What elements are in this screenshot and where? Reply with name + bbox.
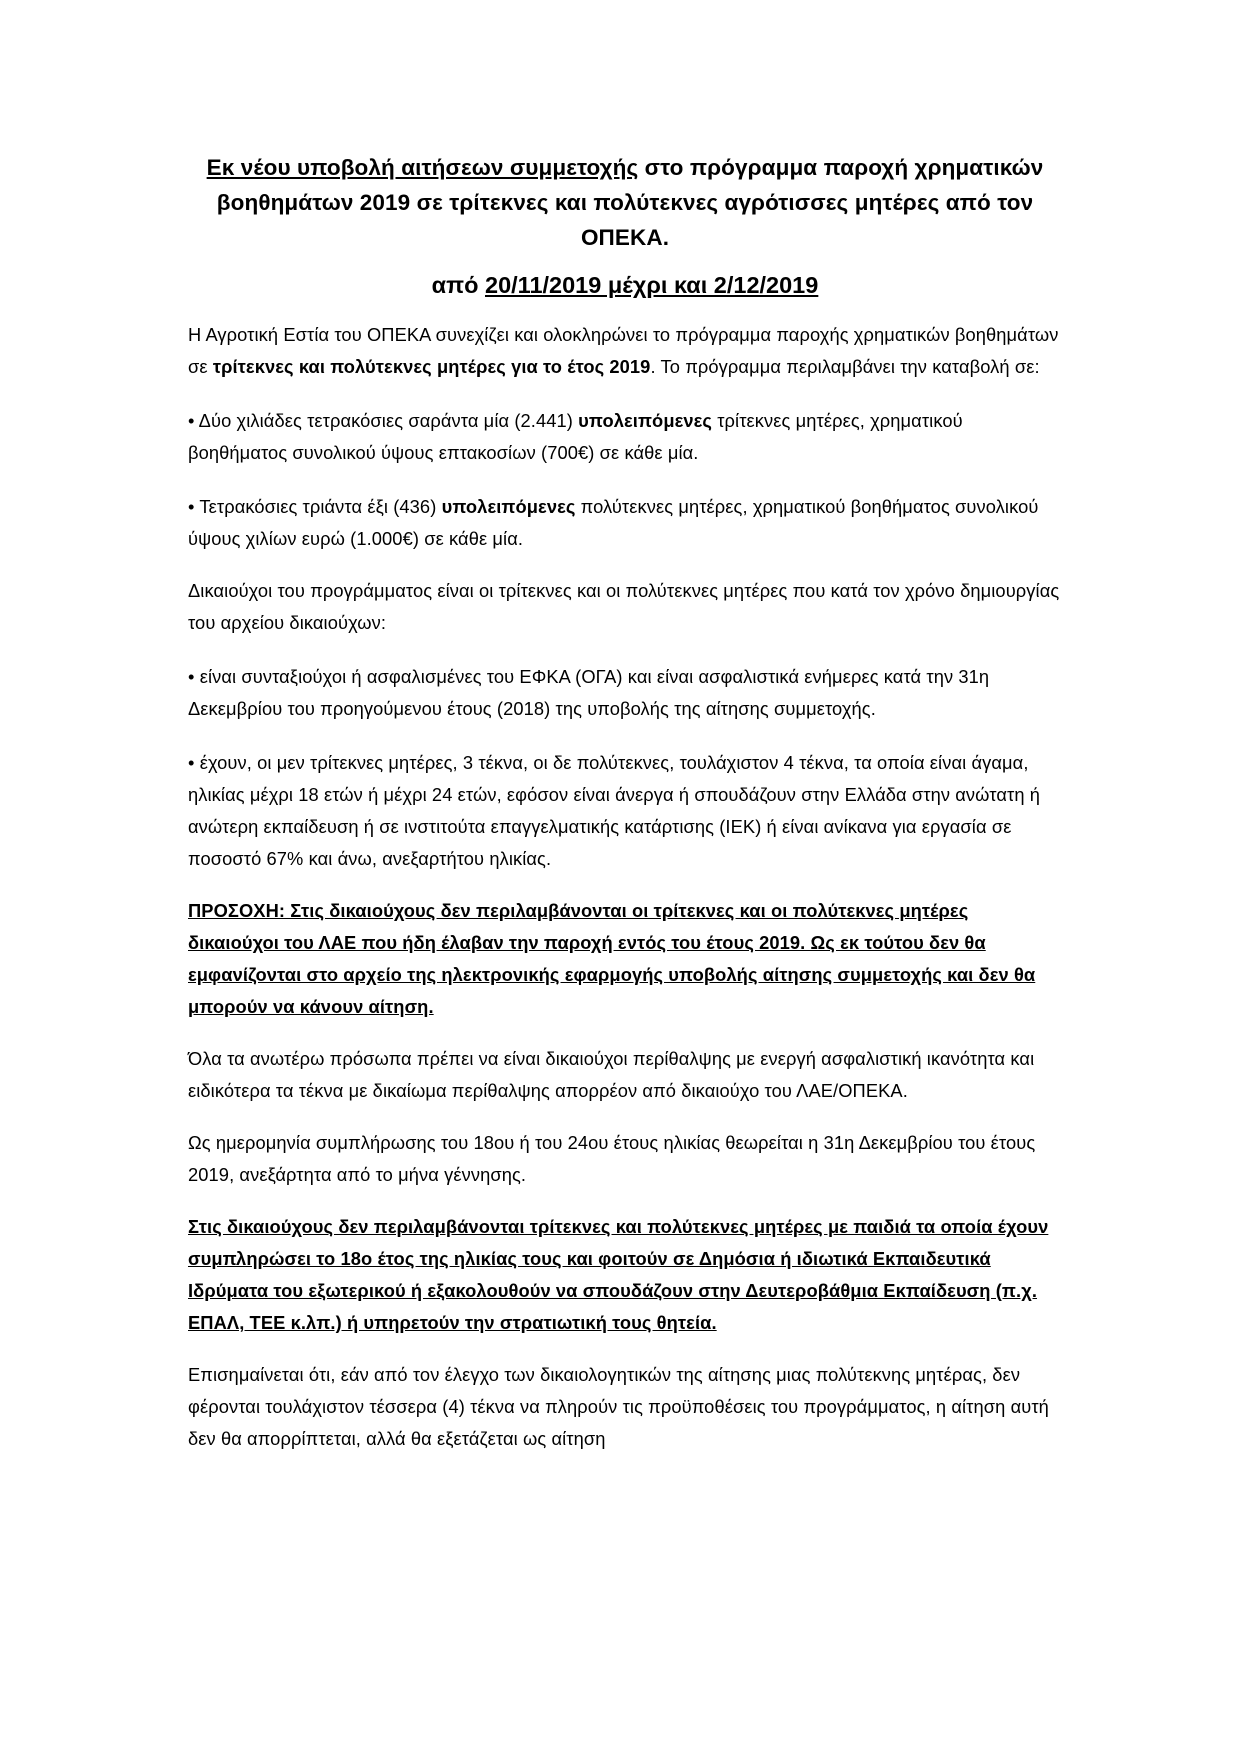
bullet-bold: υπολειπόμενες: [441, 496, 576, 517]
bullet-text: είναι συνταξιούχοι ή ασφαλισμένες του ΕΦΚΑ (ΟΓΑ) και είναι ασφαλιστικά ενήμερες κατά την 31η Δεκεμβρίου του προηγούμενου έτους (2018) της υποβολής της αίτησης συμμετοχής.: [188, 666, 990, 719]
subtitle-prefix: από: [431, 272, 485, 298]
final-paragraph: Επισημαίνεται ότι, εάν από τον έλεγχο των δικαιολογητικών της αίτησης μιας πολύτεκνης μητέρας, δεν φέρονται τουλάχιστον τέσσερα (4) τέκνα να πληρούν τις προϋποθέσεις του προγράμματος, η αίτηση αυτή δεν θα απορρίπτεται, αλλά θα εξετάζεται ως αίτηση: [188, 1364, 1049, 1449]
condition-bullet-1: [188, 661, 1062, 725]
bullet-text: Δύο χιλιάδες τετρακόσιες σαράντα μία (2.441): [194, 410, 579, 431]
intro-bold: τρίτεκνες και πολύτεκνες μητέρες για το έτος 2019: [212, 356, 651, 377]
subtitle-dates: 20/11/2019 μέχρι και 2/12/2019: [485, 272, 819, 298]
condition-bullet-2: [188, 747, 1062, 875]
payment-bullet-2: [188, 491, 1062, 555]
intro-paragraph: [188, 319, 1062, 383]
intro-text-2: . Το πρόγραμμα περιλαμβάνει την καταβολή σε:: [650, 356, 1040, 377]
document-title: [188, 150, 1062, 255]
bullet-text: πολύτεκνες μητέρες, χρηματικού βοηθήματος συνολικού ύψους χιλίων ευρώ (1.000€) σε κάθε μία.: [188, 496, 1039, 549]
insurance-paragraph: Όλα τα ανωτέρω πρόσωπα πρέπει να είναι δικαιούχοι περίθαλψης με ενεργή ασφαλιστική ικανότητα και ειδικότερα τα τέκνα με δικαίωμα περίθαλψης απορρέον από δικαιούχο του ΛΑΕ/ΟΠΕΚΑ.: [188, 1048, 1035, 1101]
exclusion-paragraph: [188, 1211, 1062, 1339]
document-subtitle: [188, 268, 1062, 303]
bullet-text: τρίτεκνες μητέρες, χρηματικού βοηθήματος συνολικού ύψους επτακοσίων (700€) σε κάθε μία.: [188, 410, 963, 463]
exclusion-text: Στις δικαιούχους δεν περιλαμβάνονται τρίτεκνες και πολύτεκνες μητέρες με παιδιά τα οποία έχουν συμπληρώσει το 18ο έτος της ηλικίας τους και φοιτούν σε Δημόσια ή ιδιωτικά Εκπαιδευτικά Ιδρύματα του εξωτερικού ή εξακολουθούν να σπουδάζουν στην Δευτεροβάθμια Εκπαίδευση (π.χ. ΕΠΑΛ, ΤΕΕ κ.λπ.) ή υπηρετούν την στρατιωτική τους θητεία.: [188, 1216, 1049, 1333]
payment-bullet-1: [188, 405, 1062, 469]
bullet-bold: υπολειπόμενες: [578, 410, 713, 431]
bullet-icon: •: [188, 496, 195, 517]
bullet-icon: •: [188, 752, 195, 773]
intro-text-1: Η Αγροτική Εστία του ΟΠΕΚΑ συνεχίζει και ολοκληρώνει το πρόγραμμα παροχής χρηματικών βοηθημάτων σε: [188, 324, 1059, 377]
bullet-text: έχουν, οι μεν τρίτεκνες μητέρες, 3 τέκνα, οι δε πολύτεκνες, τουλάχιστον 4 τέκνα, τα οποία είναι άγαμα, ηλικίας μέχρι 18 ετών ή μέχρι 24 ετών, εφόσον είναι άνεργα ή σπουδάζουν στην Ελλάδα στην ανώτατη ή ανώτερη εκπαίδευση ή σε ινστιτούτα επαγγελματικής κατάρτισης (ΙΕΚ) ή είναι ανίκανα για εργασία σε ποσοστό 67% και άνω, ανεξαρτήτου ηλικίας.: [188, 752, 1041, 869]
warning-paragraph: [188, 895, 1062, 1023]
date-paragraph: Ως ημερομηνία συμπλήρωσης του 18ου ή του 24ου έτους ηλικίας θεωρείται η 31η Δεκεμβρίου του έτους 2019, ανεξάρτητα από το μήνα γέννησης.: [188, 1132, 1036, 1185]
title-rest: στο πρόγραμμα παροχή χρηματικών βοηθημάτων 2019 σε τρίτεκνες και πολύτεκνες αγρότισσες μητέρες από τον ΟΠΕΚΑ.: [216, 155, 1044, 250]
bullet-text: Τετρακόσιες τριάντα έξι (436): [194, 496, 442, 517]
beneficiaries-intro: Δικαιούχοι του προγράμματος είναι οι τρίτεκνες και οι πολύτεκνες μητέρες που κατά τον χρόνο δημιουργίας του αρχείου δικαιούχων:: [188, 580, 1060, 633]
title-underlined-part: Εκ νέου υποβολή αιτήσεων συμμετοχής: [206, 155, 639, 180]
warning-text: ΠΡΟΣΟΧΗ: Στις δικαιούχους δεν περιλαμβάνονται οι τρίτεκνες και οι πολύτεκνες μητέρες δικαιούχοι του ΛΑΕ που ήδη έλαβαν την παροχή εντός του έτους 2019. Ως εκ τούτου δεν θα εμφανίζονται στο αρχείο της ηλεκτρονικής εφαρμογής υποβολής αίτησης συμμετοχής και δεν θα μπορούν να κάνουν αίτηση.: [188, 900, 1036, 1017]
bullet-icon: •: [188, 410, 195, 431]
bullet-icon: •: [188, 666, 195, 687]
